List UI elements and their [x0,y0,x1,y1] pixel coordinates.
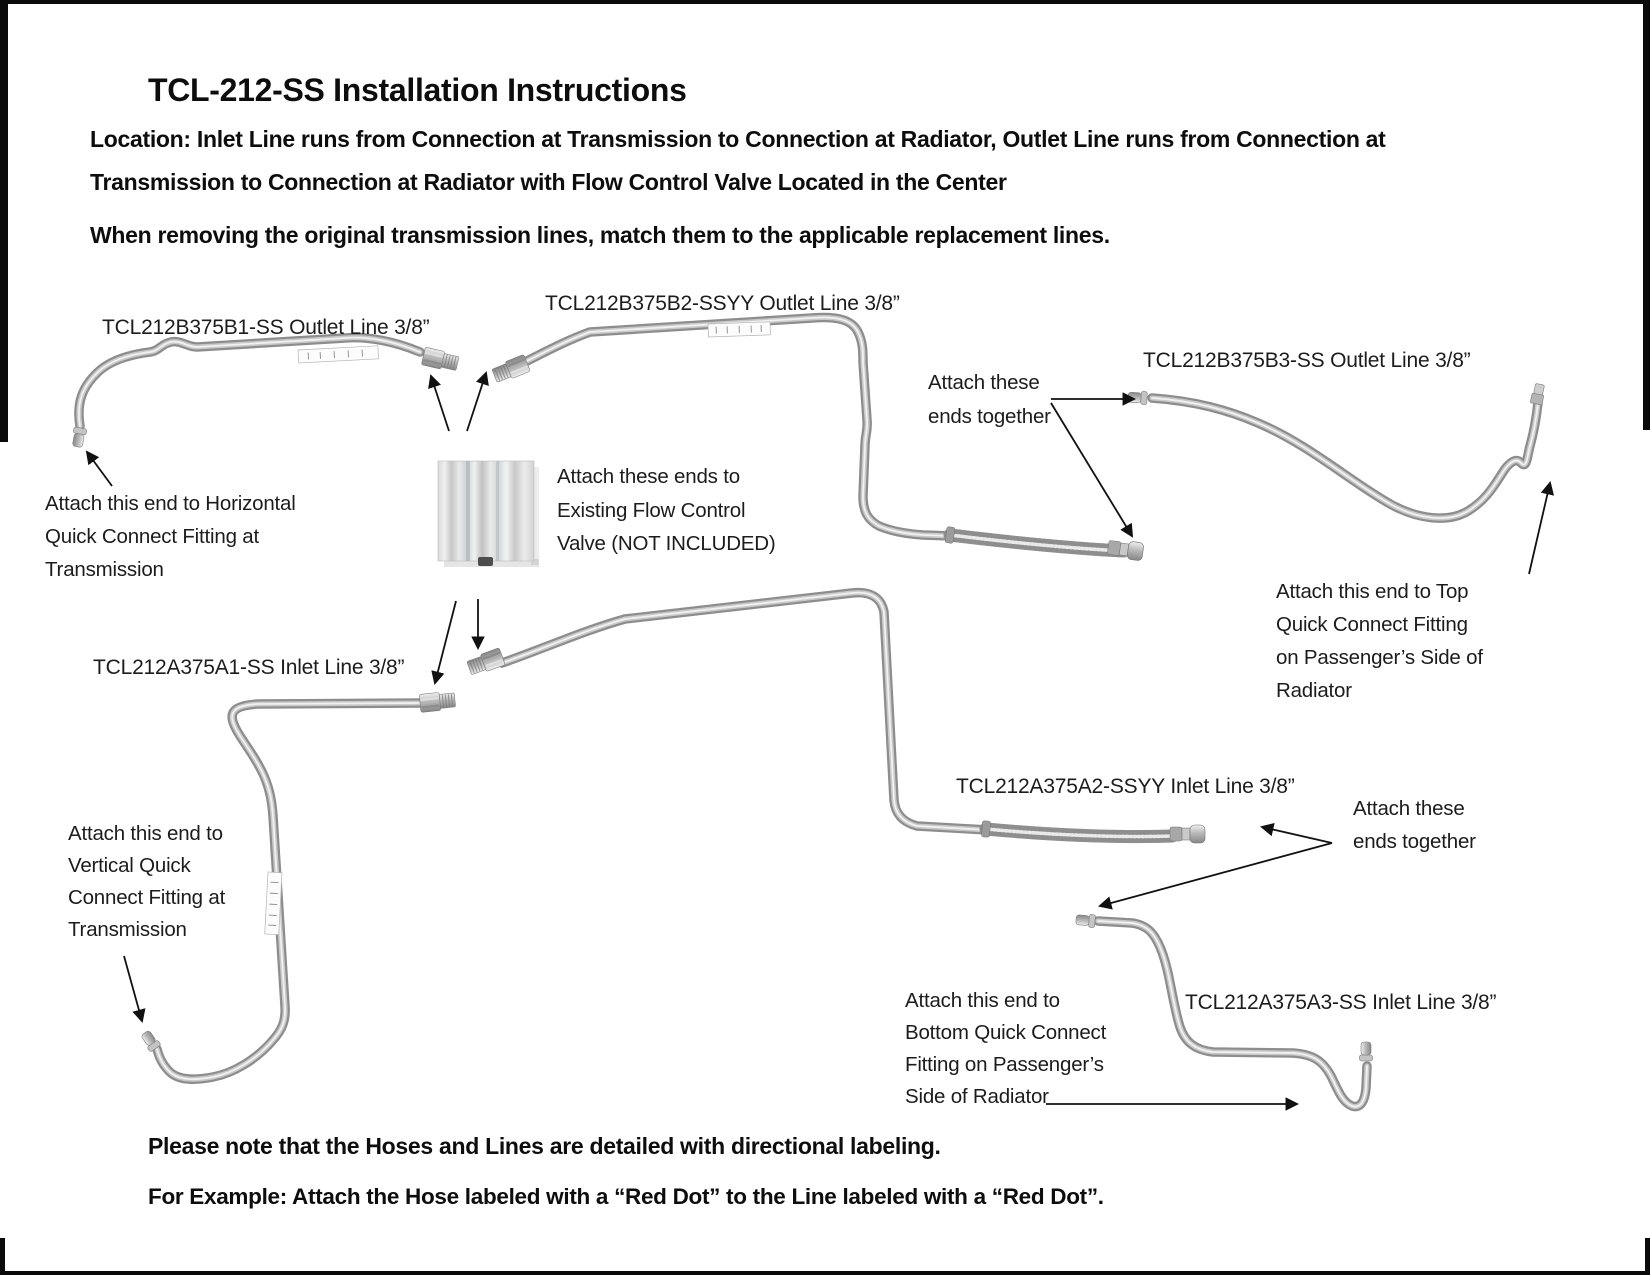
annotation-line: Side of Radiator [905,1085,1049,1108]
annotation-line: Attach these [1353,797,1465,820]
annotation-line: Transmission [68,918,187,941]
removal-note: When removing the original transmission lines, match them to the applicable replacement lines. [90,222,1110,248]
arrow-to-b2-hose-end [1051,403,1132,536]
annotation-attach-vertical [68,818,225,946]
annotation-line: ends together [1353,830,1476,853]
arrow-to-b3-top-end [1529,483,1550,574]
arrow-to-a2-hose-end [1262,827,1332,843]
location-line-2: Transmission to Connection at Radiator with Flow Control Valve Located in the Center [90,169,1007,195]
annotation-line: Existing Flow Control [557,498,746,522]
page-title: TCL-212-SS Installation Instructions [148,72,687,108]
part-label-b3: TCL212B375B3-SS Outlet Line 3/8” [1143,349,1471,372]
arrow-to-b1-fitting [431,376,449,431]
flow-control-valve-image [438,461,539,567]
annotation-line: ends together [928,405,1051,428]
annotation-line: Quick Connect Fitting at [45,525,259,548]
annotation-attach-bottom-radiator [905,985,1106,1113]
annotation-line: Valve (NOT INCLUDED) [557,532,776,555]
annotation-flow-valve [557,460,776,561]
annotation-line: Attach this end to [68,822,223,845]
annotation-line: on Passenger’s Side of [1276,646,1483,669]
annotation-line: Attach this end to Top [1276,580,1469,603]
annotation-line: Attach these ends to [557,465,740,488]
annotation-attach-top-radiator [1276,575,1483,707]
annotation-line: Vertical Quick [68,854,191,877]
tube-b1-image [71,338,460,448]
annotation-line: Attach these [928,371,1040,394]
arrow-to-b1-barb [87,452,112,486]
arrow-to-b2-fitting [467,373,486,431]
part-label-a2: TCL212A375A2-SSYY Inlet Line 3/8” [956,775,1295,798]
part-label-b1: TCL212B375B1-SS Outlet Line 3/8” [102,316,430,339]
annotation-attach-together-bottom [1353,792,1476,858]
annotation-line: Connect Fitting at [68,886,226,909]
annotation-line: Attach this end to Horizontal [45,492,296,515]
arrow-valve-to-a1 [435,601,456,683]
annotation-line: Bottom Quick Connect [905,1021,1107,1044]
footer-note-1: Please note that the Hoses and Lines are detailed with directional labeling. [148,1133,941,1159]
annotation-attach-horizontal [45,487,296,586]
part-label-a1: TCL212A375A1-SS Inlet Line 3/8” [93,656,405,679]
annotation-line: Radiator [1276,679,1352,702]
annotation-line: Attach this end to [905,989,1060,1012]
part-label-b2: TCL212B375B2-SSYY Outlet Line 3/8” [545,292,900,315]
location-line-1: Location: Inlet Line runs from Connection at Transmission to Connection at Radiator, Outlet Line runs from Connection at [90,126,1386,152]
tube-b3-image [1128,383,1546,518]
part-label-a3: TCL212A375A3-SS Inlet Line 3/8” [1185,991,1497,1014]
annotation-line: Transmission [45,558,164,581]
arrow-to-a3-barb [1100,843,1332,906]
annotation-line: Fitting on Passenger’s [905,1053,1104,1076]
annotation-line: Quick Connect Fitting [1276,613,1468,636]
arrow-to-a1-barb [124,956,142,1021]
footer-note-2: For Example: Attach the Hose labeled with a “Red Dot” to the Line labeled with a “Red Dot”. [148,1184,1104,1209]
tube-a2-image [466,593,1205,843]
annotation-attach-together-top [928,366,1051,434]
